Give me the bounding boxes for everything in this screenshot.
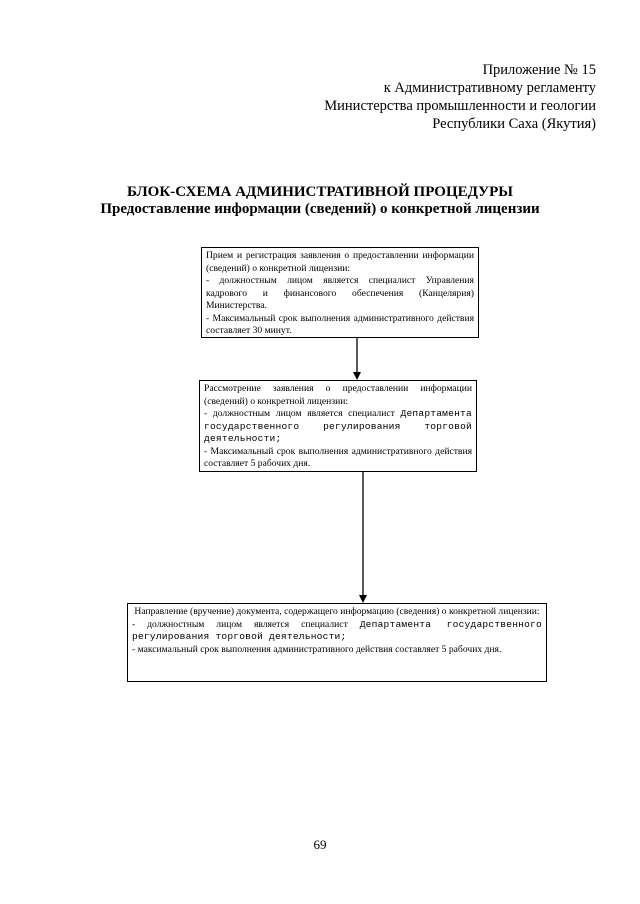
step-2-responsible-prefix: - должностным лицом является специалист xyxy=(204,408,395,419)
step-1-responsible-prefix: - должностным лицом является специалист xyxy=(206,275,416,286)
arrow-step2-to-step3 xyxy=(359,472,367,603)
document-title: БЛОК-СХЕМА АДМИНИСТРАТИВНОЙ ПРОЦЕДУРЫ xyxy=(126,184,514,200)
step-2-responsible-unit: Департамента государственного регулирования торговой деятельности; xyxy=(204,408,472,444)
step-3-heading: Направление (вручение) документа, содержащего информацию (сведения) о конкретной лицензии: xyxy=(134,606,540,617)
appendix-line-3: Министерства промышленности и геологии xyxy=(324,98,596,114)
step-1-deadline: - Максимальный срок выполнения административного действия составляет 30 минут. xyxy=(206,312,474,336)
arrow-step1-to-step2 xyxy=(353,338,361,380)
appendix-line-2: к Административному регламенту xyxy=(383,80,596,96)
page-number: 69 xyxy=(313,837,327,852)
step-2-deadline: - Максимальный срок выполнения административного действия составляет 5 рабочих дня. xyxy=(204,445,472,469)
document-subtitle: Предоставление информации (сведений) о конкретной лицензии xyxy=(100,201,540,217)
appendix-line-4: Республики Саха (Якутия) xyxy=(432,116,596,132)
appendix-line-1: Приложение № 15 xyxy=(482,62,596,78)
step-1-responsible-unit: Управления кадрового и финансового обеспечения (Канцелярия) Министерства. xyxy=(206,275,474,311)
step-1-heading: Прием и регистрация заявления о предоставлении информации (сведений) о конкретной лицензии: xyxy=(206,250,474,274)
step-3-responsible-unit: Департамента государственного регулирования торговой деятельности; xyxy=(132,618,542,642)
step-3-responsible-prefix: - должностным лицом является специалист xyxy=(132,618,348,630)
step-2-heading: Рассмотрение заявления о предоставлении информации (сведений) о конкретной лицензии: xyxy=(204,383,472,407)
step-3-deadline: - максимальный срок выполнения административного действия составляет 5 рабочих дня. xyxy=(132,643,502,655)
